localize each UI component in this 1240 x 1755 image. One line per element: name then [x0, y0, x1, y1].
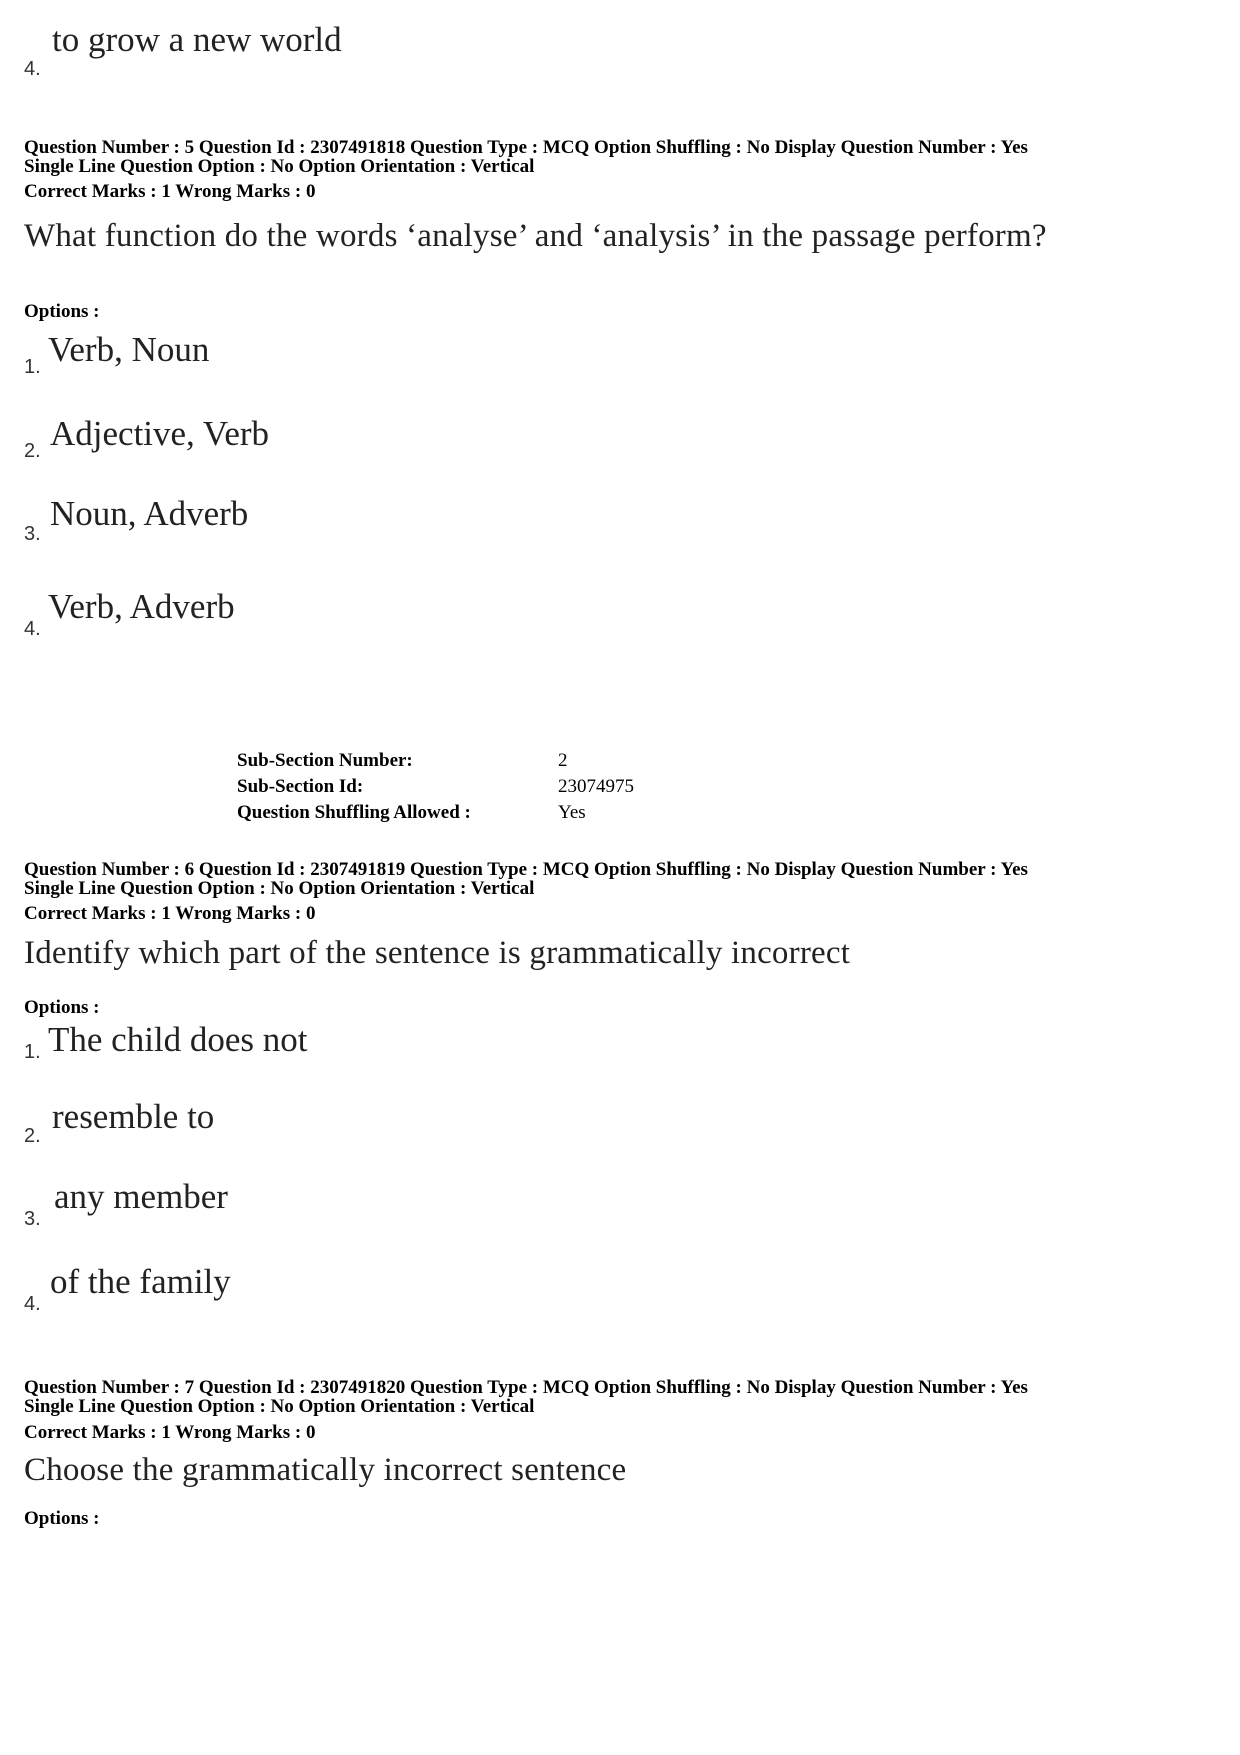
subsection-id-label: Sub-Section Id: [237, 776, 364, 797]
option-number: 1. [24, 1041, 41, 1063]
question-meta-line1: Question Number : 6 Question Id : 2307491819 Question Type : MCQ Option Shuffling : No Display Question Number : Yes [24, 859, 1028, 880]
option-number: 1. [24, 356, 41, 378]
options-label: Options : [24, 301, 100, 322]
question-marks: Correct Marks : 1 Wrong Marks : 0 [24, 1422, 316, 1443]
option-number: 3. [24, 1208, 41, 1230]
question-marks: Correct Marks : 1 Wrong Marks : 0 [24, 181, 316, 202]
option-number: 3. [24, 523, 41, 545]
question-meta-line1: Question Number : 7 Question Id : 2307491820 Question Type : MCQ Option Shuffling : No Display Question Number : Yes [24, 1377, 1028, 1398]
question-text: Choose the grammatically incorrect sentence [24, 1452, 627, 1488]
option-text: Verb, Adverb [48, 587, 235, 626]
question-text: Identify which part of the sentence is grammatically incorrect [24, 935, 851, 971]
subsection-number-label: Sub-Section Number: [237, 750, 413, 771]
option-text: of the family [50, 1262, 231, 1301]
question-marks: Correct Marks : 1 Wrong Marks : 0 [24, 903, 316, 924]
option-number: 4. [24, 1293, 41, 1315]
option-text: The child does not [48, 1020, 308, 1059]
option-text: Noun, Adverb [50, 494, 249, 533]
option-number: 4. [24, 618, 41, 640]
option-text: Verb, Noun [48, 330, 210, 369]
option-text: Adjective, Verb [50, 414, 270, 453]
options-label: Options : [24, 997, 100, 1018]
question-meta-line2: Single Line Question Option : No Option Orientation : Vertical [24, 1396, 535, 1417]
option-text: to grow a new world [52, 20, 342, 59]
option-text: any member [54, 1177, 228, 1216]
question-meta-line2: Single Line Question Option : No Option Orientation : Vertical [24, 156, 535, 177]
question-text: What function do the words ‘analyse’ and ‘analysis’ in the passage perform? [24, 218, 1047, 254]
question-meta-line2: Single Line Question Option : No Option Orientation : Vertical [24, 878, 535, 899]
option-number: 2. [24, 440, 41, 462]
subsection-id-value: 23074975 [558, 776, 634, 797]
question-shuffling-value: Yes [558, 802, 586, 823]
subsection-number-value: 2 [558, 750, 568, 771]
option-number: 4. [24, 58, 41, 80]
question-shuffling-label: Question Shuffling Allowed : [237, 802, 471, 823]
options-label: Options : [24, 1508, 100, 1529]
option-number: 2. [24, 1125, 41, 1147]
option-text: resemble to [52, 1097, 215, 1136]
question-meta-line1: Question Number : 5 Question Id : 2307491818 Question Type : MCQ Option Shuffling : No Display Question Number : Yes [24, 137, 1028, 158]
